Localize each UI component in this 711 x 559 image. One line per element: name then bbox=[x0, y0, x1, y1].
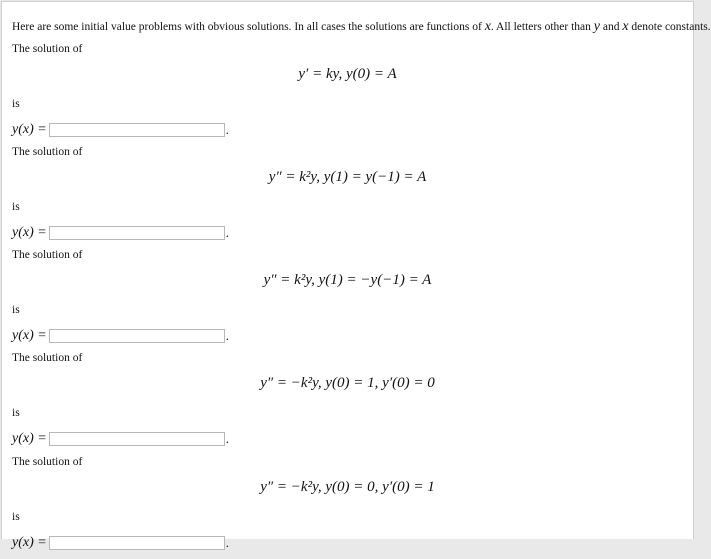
problem-equation bbox=[2, 479, 693, 496]
intro-var-x: x bbox=[484, 19, 491, 34]
problem-4 bbox=[2, 352, 693, 455]
answer-row bbox=[12, 122, 229, 142]
is-label: is bbox=[12, 98, 20, 110]
problem-5 bbox=[2, 456, 693, 559]
answer-label: y(x) = bbox=[12, 535, 47, 550]
answer-row bbox=[12, 225, 229, 245]
intro-part-3: and bbox=[599, 21, 623, 33]
solution-of-label: The solution of bbox=[12, 249, 83, 261]
equation-text: y″ = −k²y, y(0) = 0, y′(0) = 1 bbox=[260, 479, 435, 495]
problem-1 bbox=[2, 43, 693, 146]
intro-var-y: y bbox=[593, 19, 600, 34]
answer-period: . bbox=[225, 225, 229, 240]
answer-period: . bbox=[225, 431, 229, 446]
problem-equation bbox=[2, 66, 693, 83]
answer-row bbox=[12, 535, 229, 555]
is-label: is bbox=[12, 304, 20, 316]
is-label: is bbox=[12, 511, 20, 523]
intro-var-x2: x bbox=[622, 19, 629, 34]
answer-period: . bbox=[225, 328, 229, 343]
answer-input-1[interactable] bbox=[49, 123, 225, 137]
solution-of-label: The solution of bbox=[12, 43, 83, 55]
answer-label: y(x) = bbox=[12, 431, 47, 446]
answer-row bbox=[12, 328, 229, 348]
equation-text: y″ = k²y, y(1) = −y(−1) = A bbox=[263, 272, 432, 288]
problem-2 bbox=[2, 146, 693, 249]
is-label: is bbox=[12, 407, 20, 419]
answer-label: y(x) = bbox=[12, 122, 47, 137]
problem-equation bbox=[2, 272, 693, 289]
answer-input-2[interactable] bbox=[49, 226, 225, 240]
solution-of-label: The solution of bbox=[12, 352, 83, 364]
intro-part-1: Here are some initial value problems with obvious solutions. In all cases the solutions are functions of bbox=[12, 21, 485, 33]
answer-input-5[interactable] bbox=[49, 536, 225, 550]
equation-text: y″ = −k²y, y(0) = 1, y′(0) = 0 bbox=[260, 375, 435, 391]
intro-text bbox=[12, 19, 711, 35]
equation-text: y′ = ky, y(0) = A bbox=[298, 66, 397, 82]
answer-label: y(x) = bbox=[12, 225, 47, 240]
answer-input-3[interactable] bbox=[49, 329, 225, 343]
solution-of-label: The solution of bbox=[12, 456, 83, 468]
answer-label: y(x) = bbox=[12, 328, 47, 343]
equation-text: y″ = k²y, y(1) = y(−1) = A bbox=[268, 169, 427, 185]
answer-row bbox=[12, 431, 229, 451]
answer-period: . bbox=[225, 122, 229, 137]
intro-part-4: denote constants. bbox=[628, 21, 711, 33]
intro-part-2: . All letters other than bbox=[490, 21, 594, 33]
is-label: is bbox=[12, 201, 20, 213]
problem-equation bbox=[2, 169, 693, 186]
problem-equation bbox=[2, 375, 693, 392]
problem-panel bbox=[1, 1, 711, 550]
solution-of-label: The solution of bbox=[12, 146, 83, 158]
answer-period: . bbox=[225, 535, 229, 550]
answer-input-4[interactable] bbox=[49, 432, 225, 446]
problem-3 bbox=[2, 249, 693, 352]
